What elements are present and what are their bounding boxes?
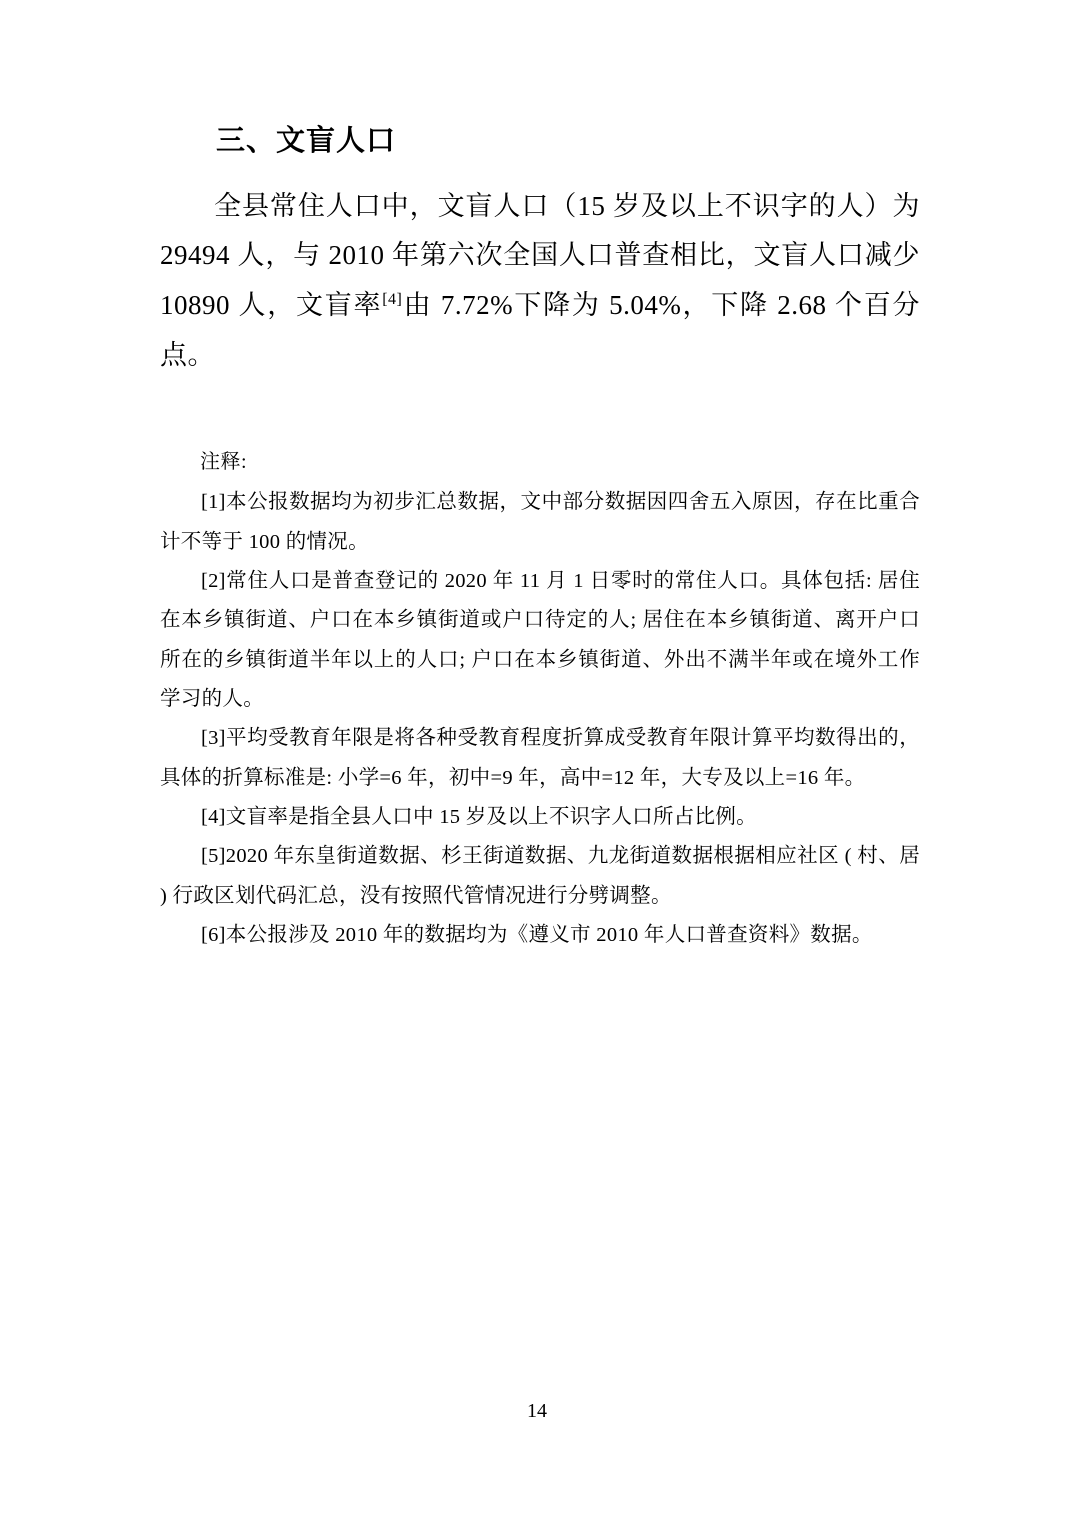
note-item: [1]本公报数据均为初步汇总数据，文中部分数据因四舍五入原因，存在比重合计不等于 100 的情况。: [160, 491, 920, 553]
footnote-reference-4: [4]: [382, 291, 403, 309]
paragraph-tail-text: 由 7.72%下降为 5.04%，下降 2.68 个百分点。: [160, 290, 921, 371]
note-item: [4]文盲率是指全县人口中 15 岁及以上不识字人口所占比例。: [201, 806, 757, 829]
section-heading: 三、文盲人口: [216, 125, 397, 157]
section-paragraph: [160, 182, 920, 382]
notes-heading: 注释:: [200, 451, 248, 474]
note-item: [2]常住人口是普查登记的 2020 年 11 月 1 日零时的常住人口。具体包括: 居住在本乡镇街道、户口在本乡镇街道或户口待定的人; 居住在本乡镇街道、离开户口所在的乡镇街道半年以上的人口; 户口在本乡镇街道、外出不满半年或在境外工作学习的人。: [160, 569, 920, 711]
note-item: [6]本公报涉及 2010 年的数据均为《遵义市 2010 年人口普查资料》数据。: [201, 924, 873, 947]
page-content: [160, 120, 920, 956]
paragraph-main-text: 全县常住人口中，文盲人口（15 岁及以上不识字的人）为 29494 人，与 2010 年第六次全国人口普查相比，文盲人口减少 10890 人，文盲率: [160, 190, 920, 321]
page-number: 14: [527, 1400, 547, 1422]
note-item: [3]平均受教育年限是将各种受教育程度折算成受教育年限计算平均数得出的，具体的折算标准是: 小学=6 年，初中=9 年，高中=12 年，大专及以上=16 年。: [160, 727, 920, 789]
notes-section: [160, 443, 920, 955]
note-item: [5]2020 年东皇街道数据、杉王街道数据、九龙街道数据根据相应社区 ( 村、居 ) 行政区划代码汇总，没有按照代管情况进行分劈调整。: [160, 845, 920, 907]
